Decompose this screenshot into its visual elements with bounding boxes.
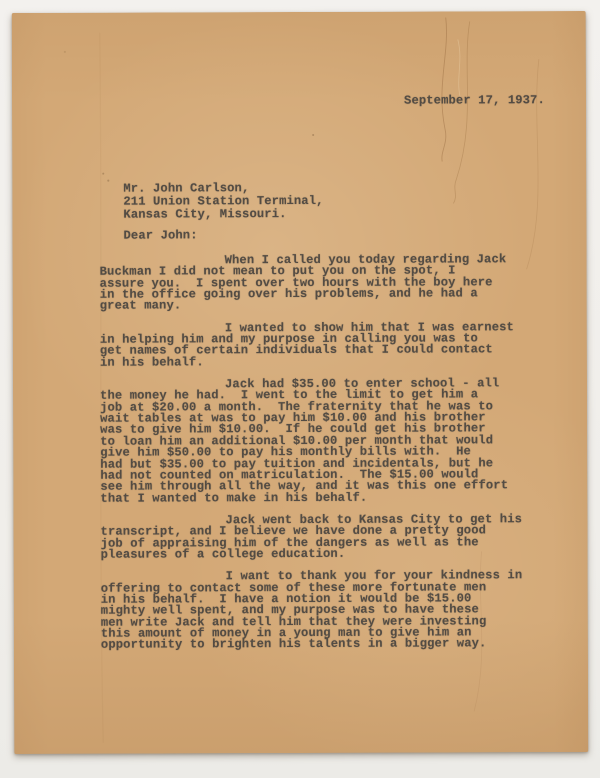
letter-line: see him through all the way, and it was this one effort (100, 478, 509, 494)
letter-line: opportunity to brighten his talents in a bigger way. (100, 636, 487, 653)
letter-line: get names of certain individuals that I could contact (99, 342, 493, 359)
letter-line: in his behalf. (99, 355, 204, 370)
letter-line: great many. (99, 298, 182, 314)
letter-paragraph (100, 514, 545, 561)
letter-line: the money he had. I went to the limit to get him a (100, 387, 479, 404)
letter-paragraph (101, 570, 546, 651)
recipient-address-line: Mr. John Carlson, (123, 181, 250, 196)
letter-paper (12, 11, 589, 754)
letter-date: September 17, 1937. (403, 93, 545, 108)
letter-line: Jack went back to Kansas City to get his (225, 512, 523, 528)
letter-line: that I wanted to make in his behalf. (100, 490, 368, 506)
letter-line: wait tables at was to pay him $10.00 and his brother (100, 410, 486, 426)
letter-line: When I called you today regarding Jack (224, 252, 507, 268)
paper-speck (312, 134, 314, 136)
letter-line: in his behalf. I have a notion it would be $15.00 (100, 591, 472, 607)
letter-line: men write Jack and tell him that they were investing (100, 613, 487, 630)
recipient-address-line: 211 Union Station Terminal, (123, 193, 324, 209)
salutation: Dear John: (123, 228, 198, 243)
letter-line: Jack had $35.00 to enter school - all (224, 376, 500, 392)
letter-line: had but $35.00 to pay tuition and incidentals, but he (100, 455, 494, 472)
paper-speck (102, 173, 104, 175)
letter-line: assure you. I spent over two hours with the boy here (99, 275, 493, 291)
letter-line: mighty well spent, and my purpose was to have these (100, 602, 479, 618)
letter-line: give him $50.00 to pay his monthly bills with. He (100, 444, 471, 460)
letter-line: I wanted to show him that I was earnest (224, 319, 514, 335)
letter-line: job of appraising him of the dangers as well as the (100, 534, 479, 551)
letter-line: I want to thank you for your kindness in (225, 568, 523, 584)
letter-line: in helping him and my purpose in calling you was to (99, 331, 478, 347)
letter-line: was to give him $10.00. If he could get his brother (100, 421, 486, 438)
letter-paragraph (100, 378, 545, 504)
letter-line: job at $20.00 a month. The fraternity that he was to (100, 399, 494, 415)
paper-speck (107, 180, 109, 182)
letter-line: had not counted on matriculation. The $15.00 would (100, 467, 479, 483)
recipient-address-line: Kansas City, Missouri. (123, 207, 287, 222)
letter-line: this amount of money in a young man to give him an (100, 625, 472, 641)
letter-paragraph (100, 254, 545, 312)
letter-line: offering to contact some of these more fortunate men (100, 579, 487, 596)
recipient-address-block (123, 182, 323, 222)
letter-line: Buckman I did not mean to put you on the spot, I (99, 263, 456, 280)
letter-body (100, 254, 546, 651)
letter-line: transcript, and I believe we have done a pretty good (100, 523, 487, 539)
letter-line: pleasures of a college education. (100, 546, 346, 562)
paper-speck (64, 51, 66, 53)
letter-line: in the office going over his problems, and he had a (99, 286, 478, 302)
letter-paragraph (99, 319, 545, 370)
letter-line: to loan him an additional $10.00 per month that would (100, 433, 494, 449)
